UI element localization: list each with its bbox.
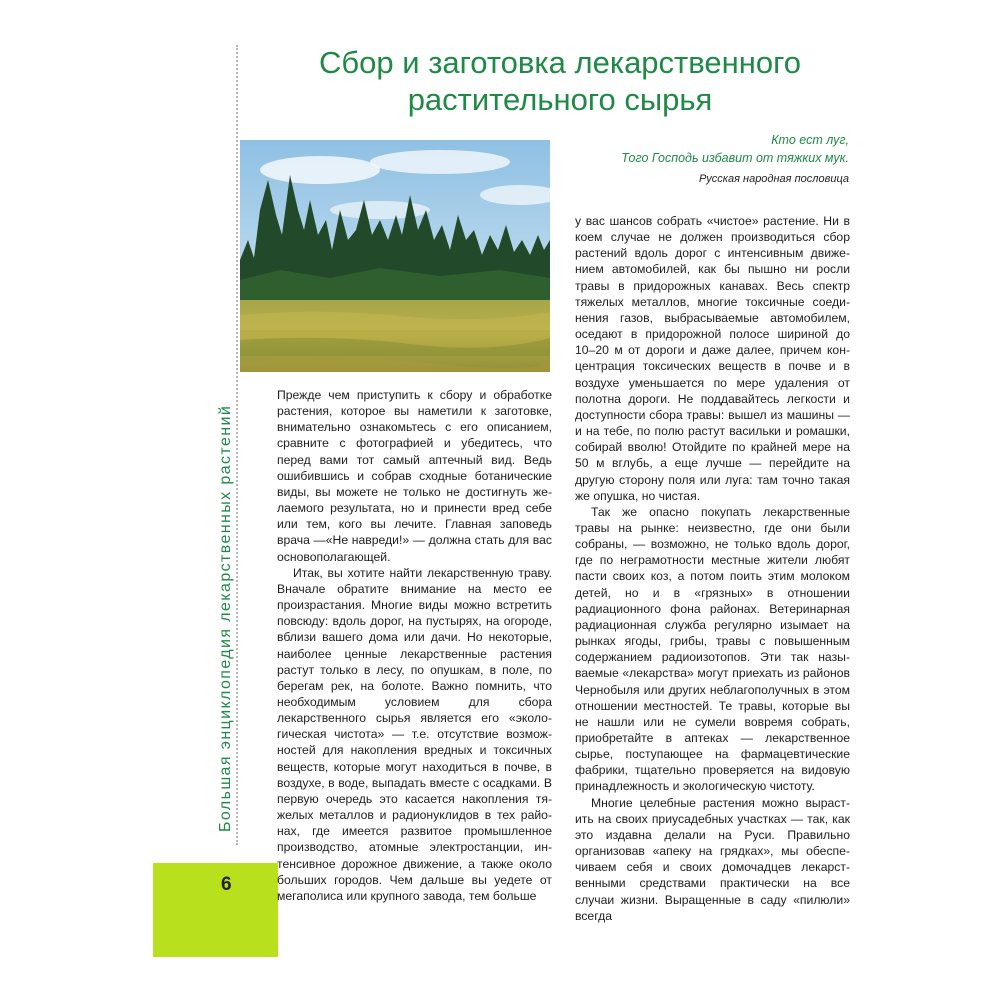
epigraph (560, 131, 849, 167)
book-running-title: Большая энциклопедия лекарственных растений (217, 404, 234, 832)
paragraph: Так же опасно покупать лекарственные травы на рынке: неизвестно, где они были собраны, — возможно, не только вдоль дорог, где по неграмотности местные жители любят пасти своих коз, а потом поить этим молоком детей, но и в «грязных» в отношении радиационного фона районах. Ветеринарная радиационная служба регулярно изымает на рынках ягоды, грибы, травы с повышенным содержанием радиоизотопов. Эти так называемые «лекарства» могут приехать из районов Чернобыля или других неблагополучных в этом отношении местностей. Те травы, которые вы не нашли или не сумели вовремя собрать, приобретайте в аптеках — лекарственное сырье, поступающее на фармацевтические фабрики, тщательно проверяется на видовую принадлежность и экологическую чистоту. (575, 504, 850, 794)
epigraph-line-2: Того Господь избавит от тяжких мук. (621, 151, 849, 165)
page-number-box (153, 863, 278, 957)
body-column-right (575, 213, 850, 924)
margin-dotted-rule (236, 45, 238, 845)
paragraph: Многие целебные растения можно вырастить на своих приусадебных участках — так, как это издавна делали на Руси. Правильно организовав «апеку на грядках», мы обеспечиваем себя и своих домочадцев лекарственными средствами практически на все случаи жизни. Выращенные в саду «пилюли» всегда (575, 795, 850, 923)
meadow-forest-photo (240, 140, 550, 372)
meadow-forest-illustration (240, 140, 550, 372)
paragraph: Прежде чем приступить к сбору и обработке растения, которое вы наметили к заготовке, внимательно ознакомьтесь с его описанием, сравните с фотографией и убедитесь, что перед вами тот самый аптечный вид. Ведь ошибившись и собрав сходные ботанические виды, вы можете не только не достигнуть желаемого результата, но и принести вред себе или тем, кого вы лечите. Главная заповедь врача —«Не навреди!» — должна стать для вас основополагающей. (277, 388, 552, 564)
body-column-left (277, 387, 552, 904)
paragraph: Итак, вы хотите найти лекарственную траву. Вначале обратите внимание на место ее произрастания. Многие виды можно встретить повсюду: вдоль дорог, на пустырях, на огороде, вблизи вашего дома или дачи. Но некоторые, наиболее ценные лекарственные растения растут только в лесу, по опушкам, в поле, по берегам рек, на болоте. Важно помнить, что необходимым условием для сбора лекарственного сырья является его «экологическая чистота» — т.е. отсутствие возможностей для накопления вредных и токсичных веществ, которые могут находиться в почве, в воздухе, в воде, выпадать вместе с осадками. В первую очередь это касается накопления тяжелых металлов и радионуклидов в тех районах, где имеется развитое промышленное производство, атомные электростанции, интенсивное дорожное движение, а также около больших городов. Чем дальше вы уедете от мегаполиса или крупного завода, тем больше (277, 565, 552, 903)
page-title: Сбор и заготовка лекарственного растительного сырья (319, 45, 801, 117)
paragraph: у вас шансов собрать «чистое» растение. Ни в коем случае не должен производиться сбор растений вдоль дорог с интенсивным движением автомобилей, как бы пышно ни росли травы в придорожных канавах. Весь спектр тяжелых металлов, многие токсичные соединения газов, выбрасываемые автомобилем, оседают в придорожной полосе шириной до 10–20 м от дороги и даже далее, причем концентрация токсических веществ в почве и в воздухе уменьшается по мере удаления от полотна дороги. Не поддавайтесь легкости и доступности сбора травы: вышел из машины — и на тебе, по полю растут васильки и ромашки, собирай вволю! Отойдите по крайней мере на 50 м вглубь, а еще лучше — перейдите на другую сторону поля или луга: там точно такая же опушка, но чистая. (575, 214, 850, 503)
epigraph-source: Русская народная пословица (698, 173, 849, 185)
epigraph-line-1: Кто ест луг, (771, 133, 849, 147)
page-number: 6 (221, 874, 232, 895)
